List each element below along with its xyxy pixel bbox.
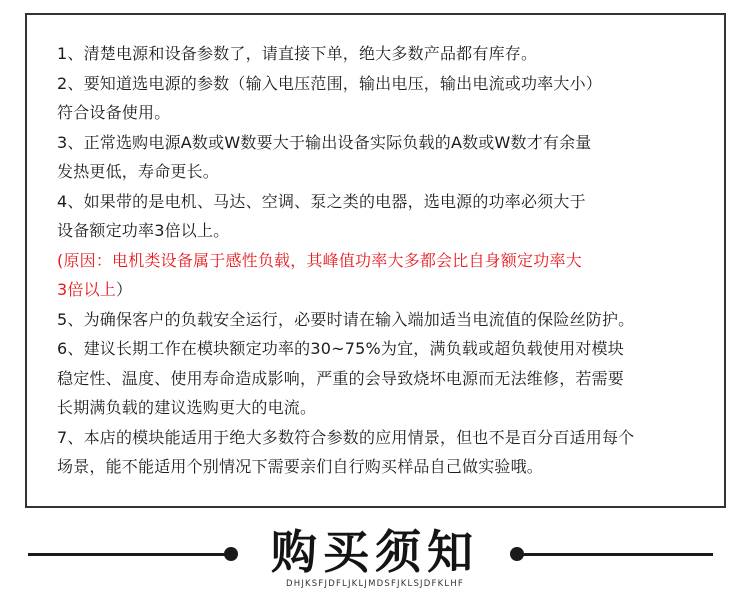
notice-reason-line-1: (原因：电机类设备属于感性负载，其峰值功率大多都会比自身额定功率大 <box>57 250 582 270</box>
left-divider-dot <box>224 547 238 561</box>
notice-line-7: 设备额定功率3倍以上。 <box>57 221 230 240</box>
notice-line-3: 符合设备使用。 <box>57 103 171 122</box>
notice-line-10: 5、为确保客户的负载安全运行，必要时请在输入端加适当电流值的保险丝防护。 <box>57 309 635 329</box>
notice-line-14: 7、本店的模块能适用于绝大多数符合参数的应用情景，但也不是百分百适用每个 <box>57 427 635 447</box>
notice-line-1: 1、清楚电源和设备参数了，请直接下单，绝大多数产品都有库存。 <box>57 44 538 63</box>
footer-subtitle: DHJKSFJDFLJKLJMDSFJKLSJDFKLHF <box>285 579 464 589</box>
footer-banner <box>0 518 750 603</box>
footer-title: 购买须知 <box>271 525 479 579</box>
notice-line-6: 4、如果带的是电机、马达、空调、泵之类的电器，选电源的功率必须大于 <box>57 191 586 211</box>
notice-line-11: 6、建议长期工作在模块额定功率的30~75%为宜，满负载或超负载使用对模块 <box>57 339 624 358</box>
notice-reason-line-2 <box>57 275 717 305</box>
notice-reason-text: 3倍以上 <box>57 280 116 299</box>
notice-line-13: 长期满负载的建议选购更大的电流。 <box>57 398 317 417</box>
notice-line-15: 场景，能不能适用个别情况下需要亲们自行购买样品自己做实验哦。 <box>57 457 544 476</box>
notice-line-5: 发热更低，寿命更长。 <box>57 162 220 181</box>
left-divider-line <box>28 553 228 556</box>
right-divider-line <box>517 553 713 556</box>
notice-lines <box>57 39 717 482</box>
notice-box <box>25 13 726 508</box>
notice-line-4: 3、正常选购电源A数或W数要大于输出设备实际负载的A数或W数才有余量 <box>57 132 592 152</box>
notice-line-12: 稳定性、温度、使用寿命造成影响，严重的会导致烧坏电源而无法维修，若需要 <box>57 368 625 388</box>
notice-line-2: 2、要知道选电源的参数（输入电压范围，输出电压，输出电流或功率大小） <box>57 73 602 93</box>
notice-closing-paren: ） <box>115 280 133 299</box>
